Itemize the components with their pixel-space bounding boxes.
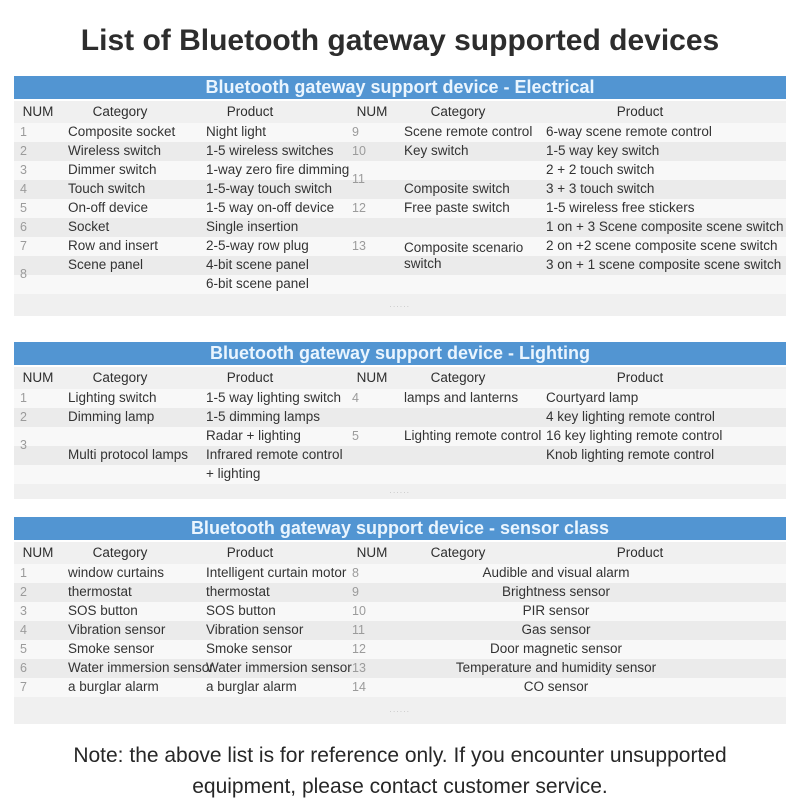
table-cell: + lighting	[206, 466, 261, 482]
table-cell: 2 on +2 scene composite scene switch	[546, 238, 778, 254]
sensor-table-title-bar	[14, 517, 786, 540]
electrical-table-footer-band	[14, 294, 786, 316]
table-cell: SOS button	[206, 603, 276, 619]
table-cell: a burglar alarm	[68, 679, 159, 695]
table-cell: 1-5 wireless switches	[206, 143, 334, 159]
table-cell: 4	[20, 181, 27, 196]
column-header: Category	[430, 103, 486, 119]
lighting-table-footer-band	[14, 484, 786, 499]
sensor-table-grid	[14, 542, 786, 697]
table-cell: Scene remote control	[404, 124, 533, 140]
table-cell: Brightness sensor	[501, 584, 611, 600]
column-header: NUM	[356, 369, 388, 385]
table-cell: SOS button	[68, 603, 138, 619]
table-cell: Touch switch	[68, 181, 146, 197]
table-cell: 1	[20, 124, 27, 139]
footer-note	[10, 740, 790, 800]
lighting-table-title-bar	[14, 342, 786, 365]
column-header: Category	[92, 103, 148, 119]
table-cell: 7	[20, 238, 27, 253]
column-header: NUM	[22, 369, 54, 385]
table-cell: Water immersion sensor	[206, 660, 352, 676]
table-cell: thermostat	[206, 584, 270, 600]
table-cell: 1-5 way on-off device	[206, 200, 335, 216]
lighting-table-title: Bluetooth gateway support device - Lighting	[209, 343, 590, 363]
table-cell: thermostat	[68, 584, 132, 600]
table-cell: 3 on + 1 scene composite scene switch	[546, 257, 782, 273]
table-cell: CO sensor	[523, 679, 589, 695]
table-cell: 4	[352, 390, 359, 405]
sensor-table-section	[14, 517, 786, 724]
table-cell: Vibration sensor	[68, 622, 166, 638]
table-cell: 2 + 2 touch switch	[546, 162, 655, 178]
footer-note-line2: equipment, please contact customer service.	[192, 775, 608, 798]
table-cell: Intelligent curtain motor	[206, 565, 347, 581]
lighting-table-section	[14, 342, 786, 499]
column-header: Category	[92, 544, 148, 560]
electrical-table-section	[14, 76, 786, 316]
table-cell: On-off device	[68, 200, 149, 216]
table-cell: 1-5-way touch switch	[206, 181, 333, 197]
table-cell: 1-5 way lighting switch	[206, 390, 342, 406]
table-cell: 1-5 wireless free stickers	[546, 200, 695, 216]
table-cell: 4	[20, 622, 27, 637]
footer-note-line1: Note: the above list is for reference only. If you encounter unsupported	[73, 744, 727, 767]
row-stripe	[14, 275, 786, 294]
table-cell: 1	[20, 565, 27, 580]
table-cell: Single insertion	[206, 219, 299, 235]
table-cell: window curtains	[68, 565, 165, 581]
lighting-table-grid	[14, 367, 786, 484]
table-cell: 1 on + 3 Scene composite scene switch	[546, 219, 784, 235]
table-cell: Vibration sensor	[206, 622, 304, 638]
column-header: NUM	[356, 103, 388, 119]
watermark-dots: ......	[389, 488, 411, 495]
table-cell: Smoke sensor	[206, 641, 293, 657]
table-cell: Water immersion sensor	[68, 660, 214, 676]
table-cell: 6	[20, 219, 27, 234]
table-cell: 13	[352, 238, 366, 253]
column-header: Product	[226, 544, 274, 560]
table-cell: 5	[352, 428, 359, 443]
table-cell: Key switch	[404, 143, 469, 159]
table-cell: 3	[20, 162, 27, 177]
table-cell: Smoke sensor	[68, 641, 155, 657]
table-cell: Lighting remote control	[404, 428, 542, 444]
table-cell: 13	[352, 660, 366, 675]
electrical-table-title-bar	[14, 76, 786, 99]
table-cell: 5	[20, 200, 27, 215]
column-header: Product	[616, 369, 664, 385]
table-cell: 8	[20, 267, 27, 282]
column-header: NUM	[22, 103, 54, 119]
table-cell: 2-5-way row plug	[206, 238, 309, 254]
table-cell: Knob lighting remote control	[546, 447, 715, 463]
table-cell: 11	[352, 622, 365, 637]
table-cell: 3	[20, 603, 27, 618]
table-cell: Wireless switch	[68, 143, 162, 159]
table-cell: 10	[352, 143, 366, 158]
column-header: Product	[616, 103, 664, 119]
table-cell: 14	[352, 679, 366, 694]
table-cell: Temperature and humidity sensor	[455, 660, 657, 676]
table-cell: 10	[352, 603, 366, 618]
table-cell: Free paste switch	[404, 200, 510, 216]
table-cell: Door magnetic sensor	[489, 641, 623, 657]
table-cell: Audible and visual alarm	[482, 565, 630, 581]
column-header: Product	[616, 544, 664, 560]
table-cell: 1-5 dimming lamps	[206, 409, 321, 425]
table-cell: Lighting switch	[68, 390, 157, 406]
row-stripe	[14, 465, 786, 484]
column-header: Product	[226, 369, 274, 385]
table-cell: PIR sensor	[522, 603, 590, 619]
table-cell: 11	[352, 172, 365, 187]
table-cell: Gas sensor	[521, 622, 591, 638]
watermark-dots: ......	[389, 301, 411, 309]
table-cell: 1-way zero fire dimming	[206, 162, 350, 178]
table-cell: 9	[352, 124, 359, 139]
table-cell: Radar + lighting	[206, 428, 301, 444]
table-cell: 1	[20, 390, 27, 405]
page-title: List of Bluetooth gateway supported devices	[80, 24, 720, 57]
table-cell: Multi protocol lamps	[68, 447, 189, 463]
column-header: NUM	[22, 544, 54, 560]
table-cell: Composite switch	[404, 181, 510, 197]
table-cell: Composite scenario switch	[404, 239, 524, 271]
table-cell: 9	[352, 584, 359, 599]
table-cell: 2	[20, 584, 27, 599]
table-cell: 3	[20, 438, 27, 453]
table-cell: Courtyard lamp	[546, 390, 639, 406]
column-header: Category	[430, 369, 486, 385]
table-cell: Row and insert	[68, 238, 159, 254]
table-cell: 5	[20, 641, 27, 656]
sensor-table-footer-band	[14, 697, 786, 724]
column-header: Category	[430, 544, 486, 560]
table-cell: Infrared remote control	[206, 447, 343, 463]
table-cell: Night light	[206, 124, 267, 140]
table-cell: 12	[352, 641, 366, 656]
table-cell: Composite socket	[68, 124, 176, 140]
column-header: NUM	[356, 544, 388, 560]
watermark-dots: ......	[389, 707, 411, 714]
table-cell: 2	[20, 409, 27, 424]
table-cell: 16 key lighting remote control	[546, 428, 723, 444]
table-cell: Dimming lamp	[68, 409, 155, 425]
electrical-table-title: Bluetooth gateway support device - Electrical	[205, 77, 595, 97]
table-cell: Dimmer switch	[68, 162, 157, 178]
table-cell: a burglar alarm	[206, 679, 297, 695]
table-cell: lamps and lanterns	[404, 390, 519, 406]
table-cell: 7	[20, 679, 27, 694]
table-cell: Scene panel	[68, 257, 144, 273]
table-cell: 3 + 3 touch switch	[546, 181, 655, 197]
table-cell: Socket	[68, 219, 110, 235]
table-cell: 1-5 way key switch	[546, 143, 660, 159]
electrical-table-grid	[14, 101, 786, 294]
table-cell: 6-way scene remote control	[546, 124, 712, 140]
table-cell: 6-bit scene panel	[206, 276, 309, 292]
table-cell: 4 key lighting remote control	[546, 409, 715, 425]
table-cell: 6	[20, 660, 27, 675]
table-cell: 8	[352, 565, 359, 580]
column-header: Product	[226, 103, 274, 119]
sensor-table-title: Bluetooth gateway support device - sensor class	[190, 518, 610, 538]
table-cell: 2	[20, 143, 27, 158]
table-cell: 4-bit scene panel	[206, 257, 309, 273]
column-header: Category	[92, 369, 148, 385]
table-cell: 12	[352, 200, 366, 215]
